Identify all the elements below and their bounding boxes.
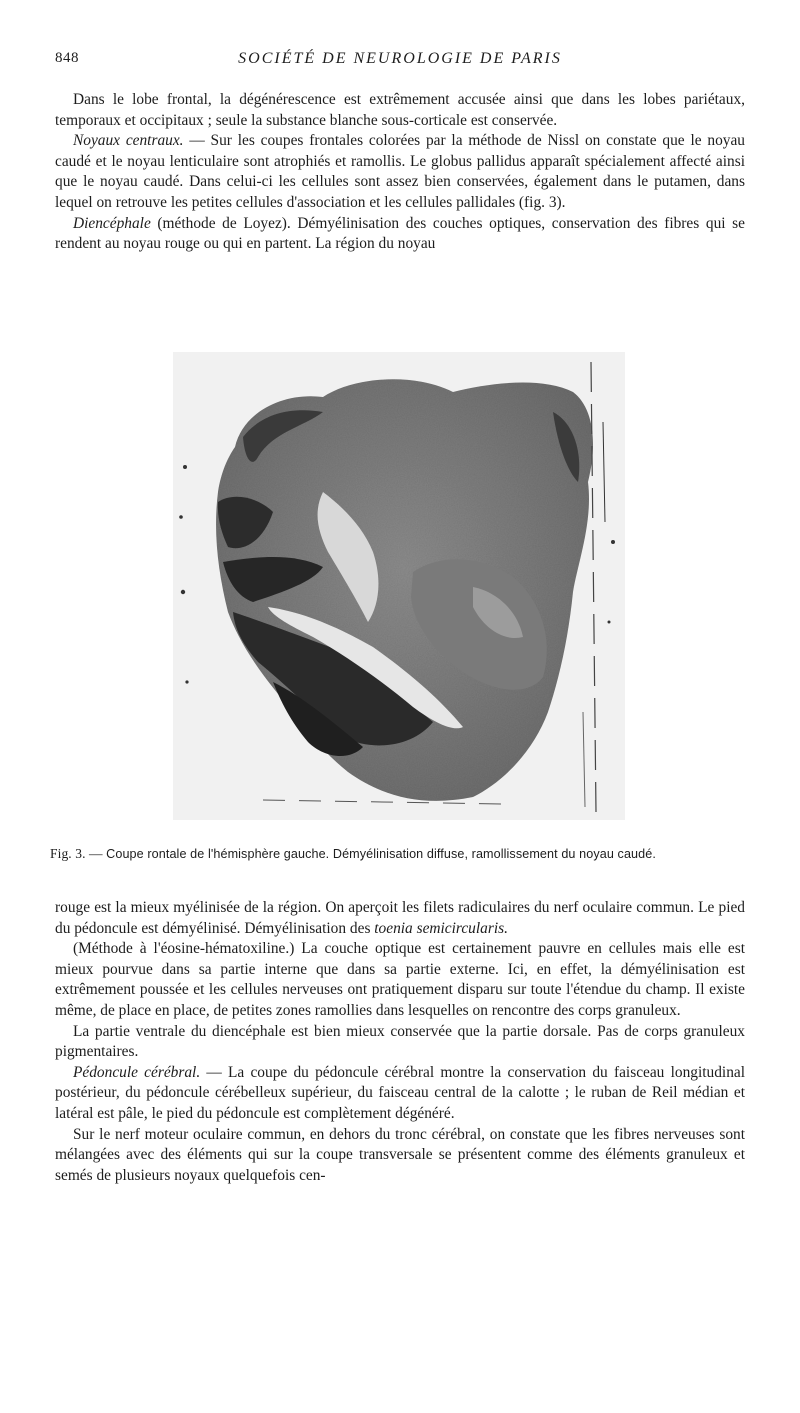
brain-section-micrograph — [173, 352, 625, 820]
paragraph: La partie ventrale du diencéphale est bien mieux conservée que la partie dorsale. Pas de corps granuleux pigmentaires. — [55, 1022, 745, 1061]
figure-caption — [50, 846, 750, 862]
paragraph: (Méthode à l'éosine-hématoxiline.) La couche optique est certainement pauvre en cellules mais elle est mieux pourvue dans sa partie interne que dans sa partie externe. Ici, en effet, la démyélinisation est extrêmement poussée et les cellules nerveuses ont pratiquement disparu sur toute l'étendue du champ. Il existe même, de place en place, de petites zones ramollies dans lesquelles on rencontre des corps granuleux. — [55, 940, 745, 1019]
paragraph-text: — La coupe du pédoncule cérébral montre la conservation du faisceau longitudinal postérieur, du pédoncule cérébelleux supérieur, du faisceau central de la calotte ; le ruban de Reil médian et latéral est pâle, le pied du pédoncule est complètement dégénéré. — [55, 1063, 745, 1122]
paragraph-diencephale — [55, 214, 745, 255]
section-lead: Pédoncule cérébral. — [73, 1063, 201, 1081]
caption-text: Coupe rontale de l'hémisphère gauche. Démyélinisation diffuse, ramollissement du noyau caudé. — [106, 847, 656, 861]
running-title: SOCIÉTÉ DE NEUROLOGIE DE PARIS — [238, 50, 562, 67]
paragraph-text: rouge est la mieux myélinisée de la région. On aperçoit les filets radiculaires du nerf oculaire commun. Le pied du pédoncule est démyélinisé. Démyélinisation des — [55, 899, 745, 937]
paragraph-pedoncule — [55, 1063, 745, 1125]
paragraph-text: — Sur les coupes frontales colorées par la méthode de Nissl on constate que le noyau caudé et le noyau lenticulaire sont atrophiés et ramollis. Le globus pallidus apparaît spécialement affecté ainsi que le noyau caudé. Dans celui-ci les cellules sont assez bien conservées, également dans le putamen, dans lequel on retrouve les petites cellules d'association et les cellules pallidales (fig. 3). — [55, 132, 745, 211]
section-lead: Diencéphale — [73, 214, 151, 232]
section-lead: Noyaux centraux. — [73, 132, 184, 150]
text-block-top — [55, 90, 745, 255]
paragraph: Dans le lobe frontal, la dégénérescence est extrêmement accusée ainsi que dans les lobes pariétaux, temporaux et occipitaux ; seule la substance blanche sous-corticale est conservée. — [55, 91, 745, 129]
page-number: 848 — [55, 50, 79, 66]
page-header — [55, 50, 745, 72]
paragraph-continued — [55, 898, 745, 939]
paragraph-text: (méthode de Loyez). Démyélinisation des couches optiques, conservation des fibres qui se rendent au noyau rouge ou qui en partent. La région du noyau — [55, 214, 745, 253]
paragraph-noyaux-centraux — [55, 131, 745, 213]
text-block-bottom — [55, 898, 745, 1186]
paragraph: Sur le nerf moteur oculaire commun, en dehors du tronc cérébral, on constate que les fibres nerveuses sont mélangées avec des éléments qui sur la coupe transversale se présentent comme des éléments granuleux et semés de plusieurs noyaux quelquefois cen- — [55, 1125, 745, 1184]
caption-label: Fig. 3. — — [50, 846, 107, 861]
latin-term: toenia semicircularis. — [374, 919, 508, 937]
